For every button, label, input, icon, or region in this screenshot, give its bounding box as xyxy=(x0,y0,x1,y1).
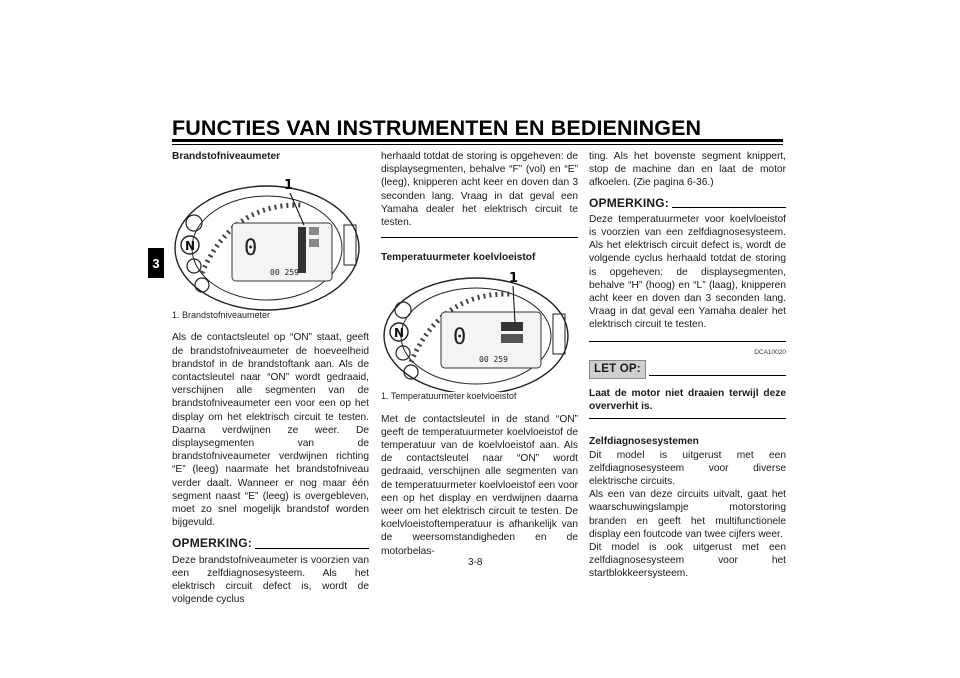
note-heading xyxy=(589,197,786,210)
section-heading-coolant: Temperatuurmeter koelvloeistof xyxy=(381,252,536,264)
svg-text:00 259: 00 259 xyxy=(270,268,299,278)
svg-text:N: N xyxy=(185,239,196,254)
figure-caption: 1. Brandstofniveaumeter xyxy=(172,310,271,321)
diagnostics-p1: Dit model is uitgerust met een zelfdiagnosesysteem voor diverse elektrische circuits. xyxy=(589,449,786,488)
page-number: 3-8 xyxy=(468,557,483,568)
header-rule xyxy=(172,139,783,142)
instrument-figure-fuel xyxy=(172,163,369,311)
figure-callout-1: 1 xyxy=(509,271,519,287)
continuation-text: herhaald totdat de storing is opgeheven: de displaysegmenten, behalve “F” (vol) en “E” (leeg), knipperen acht keer en doven dan 3 seconden lang. Vraag in dat geval een Yamaha dealer het elektrisch circuit te testen. xyxy=(381,151,578,229)
svg-text:0: 0 xyxy=(453,325,467,351)
diagnostics-p2: Als een van deze circuits uitvalt, gaat het waarschuwingslampje motorstoring branden en geeft het multifunctionele display een foutcode van twee cijfers weer. xyxy=(589,489,786,540)
svg-text:00 259: 00 259 xyxy=(479,355,508,365)
column-1 xyxy=(172,150,369,606)
note-heading xyxy=(172,537,369,550)
instrument-cluster-drawing xyxy=(172,163,369,311)
section-heading-fuel: Brandstofniveaumeter xyxy=(172,151,281,162)
caution-text: Laat de motor niet draaien terwijl deze oververhit is. xyxy=(589,388,786,413)
caution-code: DCA10020 xyxy=(754,348,786,356)
note-label: OPMERKING: xyxy=(589,195,669,210)
chapter-tab: 3 xyxy=(148,248,164,278)
column-3 xyxy=(589,150,786,581)
caution-code-row xyxy=(589,345,786,359)
caution-divider xyxy=(589,418,786,419)
diagnostics-p3: Dit model is ook uitgerust met een zelfdiagnosesysteem voor het startblokkeersysteem. xyxy=(589,542,786,580)
header-rule-thin xyxy=(172,144,783,145)
note-text-fuel: Deze brandstofniveaumeter is voorzien van een zelfdiagnosesysteem. Als het elektrisch circuit defect is, wordt de volgende cyclus xyxy=(172,554,369,606)
section-heading-diagnostics: Zelfdiagnosesystemen xyxy=(589,436,699,448)
figure-callout-1: 1 xyxy=(284,178,294,194)
caution-label: LET OP: xyxy=(589,360,646,379)
svg-text:N: N xyxy=(394,326,405,341)
instrument-figure-coolant xyxy=(381,264,578,392)
paragraph-fuel: Als de contactsleutel op “ON” staat, geeft de brandstofniveaumeter de hoeveelheid brandstof in de brandstoftank aan. Als de contactsleutel naar “ON” wordt gedraaid, verschijnen alle segmenten van de brandstofniveaumeter een voor een op het display om het elektrisch circuit te testen. Daarna verdwijnen ze weer. De displaysegmenten van de brandstofniveaumeter verdwijnen richting “E” (leeg) naarmate het brandstofniveau verder daalt. Wanneer er nog maar één segment naast “E” (leeg) is overgebleven, moet zo snel mogelijk brandstof worden bijgevuld. xyxy=(172,332,369,529)
note-label: OPMERKING: xyxy=(172,536,252,551)
svg-text:0: 0 xyxy=(244,236,258,262)
instrument-cluster-drawing xyxy=(381,264,578,392)
continuation-text: ting. Als het bovenste segment knippert, stop de machine dan en laat de motor afkoelen. (Zie pagina 6-36.) xyxy=(589,151,786,189)
section-divider xyxy=(381,237,578,238)
caution-heading xyxy=(589,360,786,379)
section-divider xyxy=(589,341,786,342)
figure-caption: 1. Temperatuurmeter koelvloeistof xyxy=(381,391,517,402)
page-title: FUNCTIES VAN INSTRUMENTEN EN BEDIENINGEN xyxy=(172,116,702,140)
note-text-coolant: Deze temperatuurmeter voor koelvloeistof is voorzien van een zelfdiagnosesysteem. Als het elektrisch circuit defect is, wordt de volgende cyclus herhaald totdat de storing is opgeheven: de displaysegmenten, behalve “H” (hoog) en “L” (laag), knipperen acht keer en doven dan 3 seconden lang. Vraag in dat geval een Yamaha dealer het elektrisch circuit te testen. xyxy=(589,213,786,331)
column-2 xyxy=(381,150,578,558)
paragraph-coolant: Met de contactsleutel in de stand “ON” geeft de temperatuurmeter koelvloeistof de temperatuur van de koelvloeistof aan. Als de contactsleutel naar “ON” wordt gedraaid, verschijnen alle segmenten van de temperatuurmeter koelvloeistof een voor een op het display en verdwijnen daarna weer om het elektrisch circuit te testen. De koelvloeistoftemperatuur is afhankelijk van de weersomstandigheden en de motorbelas- xyxy=(381,413,578,557)
